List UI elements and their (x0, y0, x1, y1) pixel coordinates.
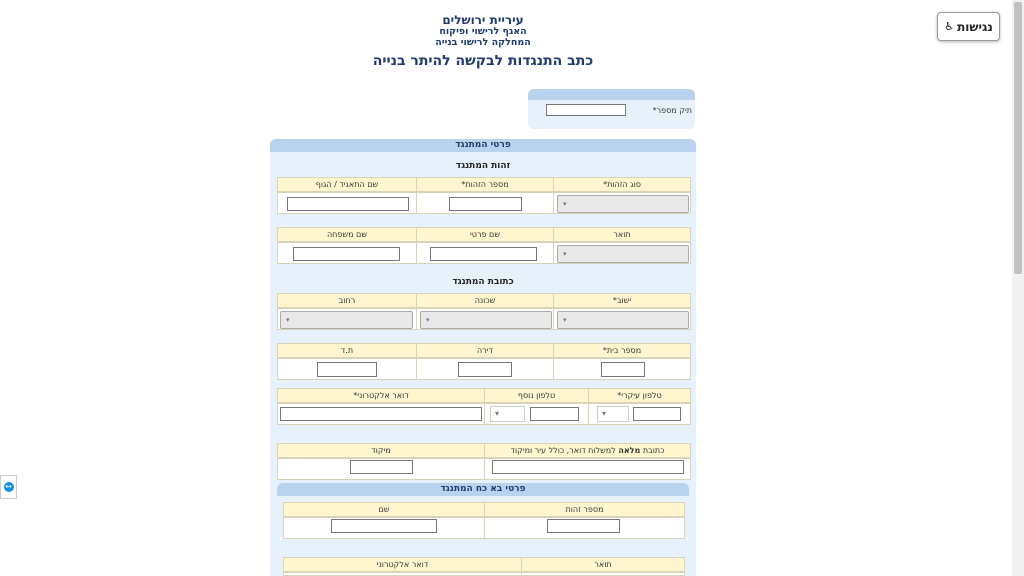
last-name-input[interactable] (293, 247, 400, 261)
house-number-label: *מספר בית (553, 343, 691, 358)
wheelchair-icon: ♿ (944, 20, 955, 33)
corp-name-input[interactable] (287, 197, 409, 211)
teamviewer-tab[interactable] (0, 475, 17, 499)
main-phone-input[interactable] (633, 407, 681, 421)
main-phone-prefix-select[interactable]: ▾ (597, 406, 629, 422)
full-address-input[interactable] (492, 460, 684, 474)
file-number-input[interactable] (546, 104, 626, 116)
division-name: המחלקה לרישוי בנייה (435, 37, 531, 48)
neighborhood-select[interactable]: ▾ (420, 311, 552, 329)
full-address-label: כתובת מלאה למשלוח דואר, כולל עיר ומיקוד (484, 443, 691, 458)
zip-label: מיקוד (277, 443, 485, 458)
department-name: האגף לרישוי ופיקוח (439, 26, 527, 37)
identity-title: זהות המתנגד (455, 161, 511, 171)
rep-name-label: שם (283, 502, 485, 517)
zip-input[interactable] (350, 460, 413, 474)
rep-id-number-label: מספר זהות (484, 502, 685, 517)
id-type-label: *סוג הזהות (553, 177, 691, 192)
address-title: כתובת המתנגד (452, 277, 514, 287)
rep-email-label: דואר אלקטרוני (283, 557, 522, 572)
id-type-select[interactable]: ▾ (557, 195, 689, 213)
street-label: רחוב (277, 293, 417, 308)
objector-panel (270, 139, 696, 576)
file-number-box (528, 89, 695, 129)
email-label: *דואר אלקטרוני (277, 388, 485, 403)
pobox-input[interactable] (317, 362, 377, 377)
city-name: עיריית ירושלים (442, 13, 524, 27)
rep-id-number-input[interactable] (547, 519, 620, 533)
corp-name-label: שם התאגיד / הגוף (277, 177, 417, 192)
first-name-label: שם פרטי (416, 227, 554, 242)
accessibility-button[interactable] (937, 12, 1000, 41)
extra-phone-prefix-select[interactable]: ▾ (490, 406, 525, 422)
extra-phone-label: טלפון נוסף (484, 388, 589, 403)
file-number-label: *תיק מספר (652, 106, 692, 115)
form-title: כתב התנגדות לבקשה להיתר בנייה (372, 53, 594, 69)
main-phone-label: *טלפון עיקרי (588, 388, 691, 403)
scrollbar[interactable] (1012, 0, 1024, 576)
title-label: תואר (553, 227, 691, 242)
extra-phone-input[interactable] (530, 407, 579, 421)
rep-title-label: תואר (521, 557, 685, 572)
accessibility-label: נגישות (957, 19, 993, 34)
pobox-label: ת.ד (277, 343, 417, 358)
scrollbar-thumb[interactable] (1014, 2, 1022, 274)
first-name-input[interactable] (430, 247, 537, 261)
representative-section-title: פרטי בא כח המתנגד (277, 483, 689, 496)
last-name-label: שם משפחה (277, 227, 417, 242)
title-select[interactable]: ▾ (557, 245, 689, 263)
objector-section-title: פרטי המתנגד (270, 139, 696, 152)
city-label: *ישוב (553, 293, 691, 308)
teamviewer-icon: ↔ (5, 482, 12, 491)
email-input[interactable] (280, 407, 482, 421)
street-select[interactable]: ▾ (280, 311, 413, 329)
neighborhood-label: שכונה (416, 293, 554, 308)
apartment-input[interactable] (458, 362, 512, 377)
house-number-input[interactable] (601, 362, 645, 377)
id-number-label: *מספר הזהות (416, 177, 554, 192)
city-select[interactable]: ▾ (557, 311, 689, 329)
rep-name-input[interactable] (331, 519, 437, 533)
id-number-input[interactable] (449, 197, 522, 211)
apartment-label: דירה (416, 343, 554, 358)
